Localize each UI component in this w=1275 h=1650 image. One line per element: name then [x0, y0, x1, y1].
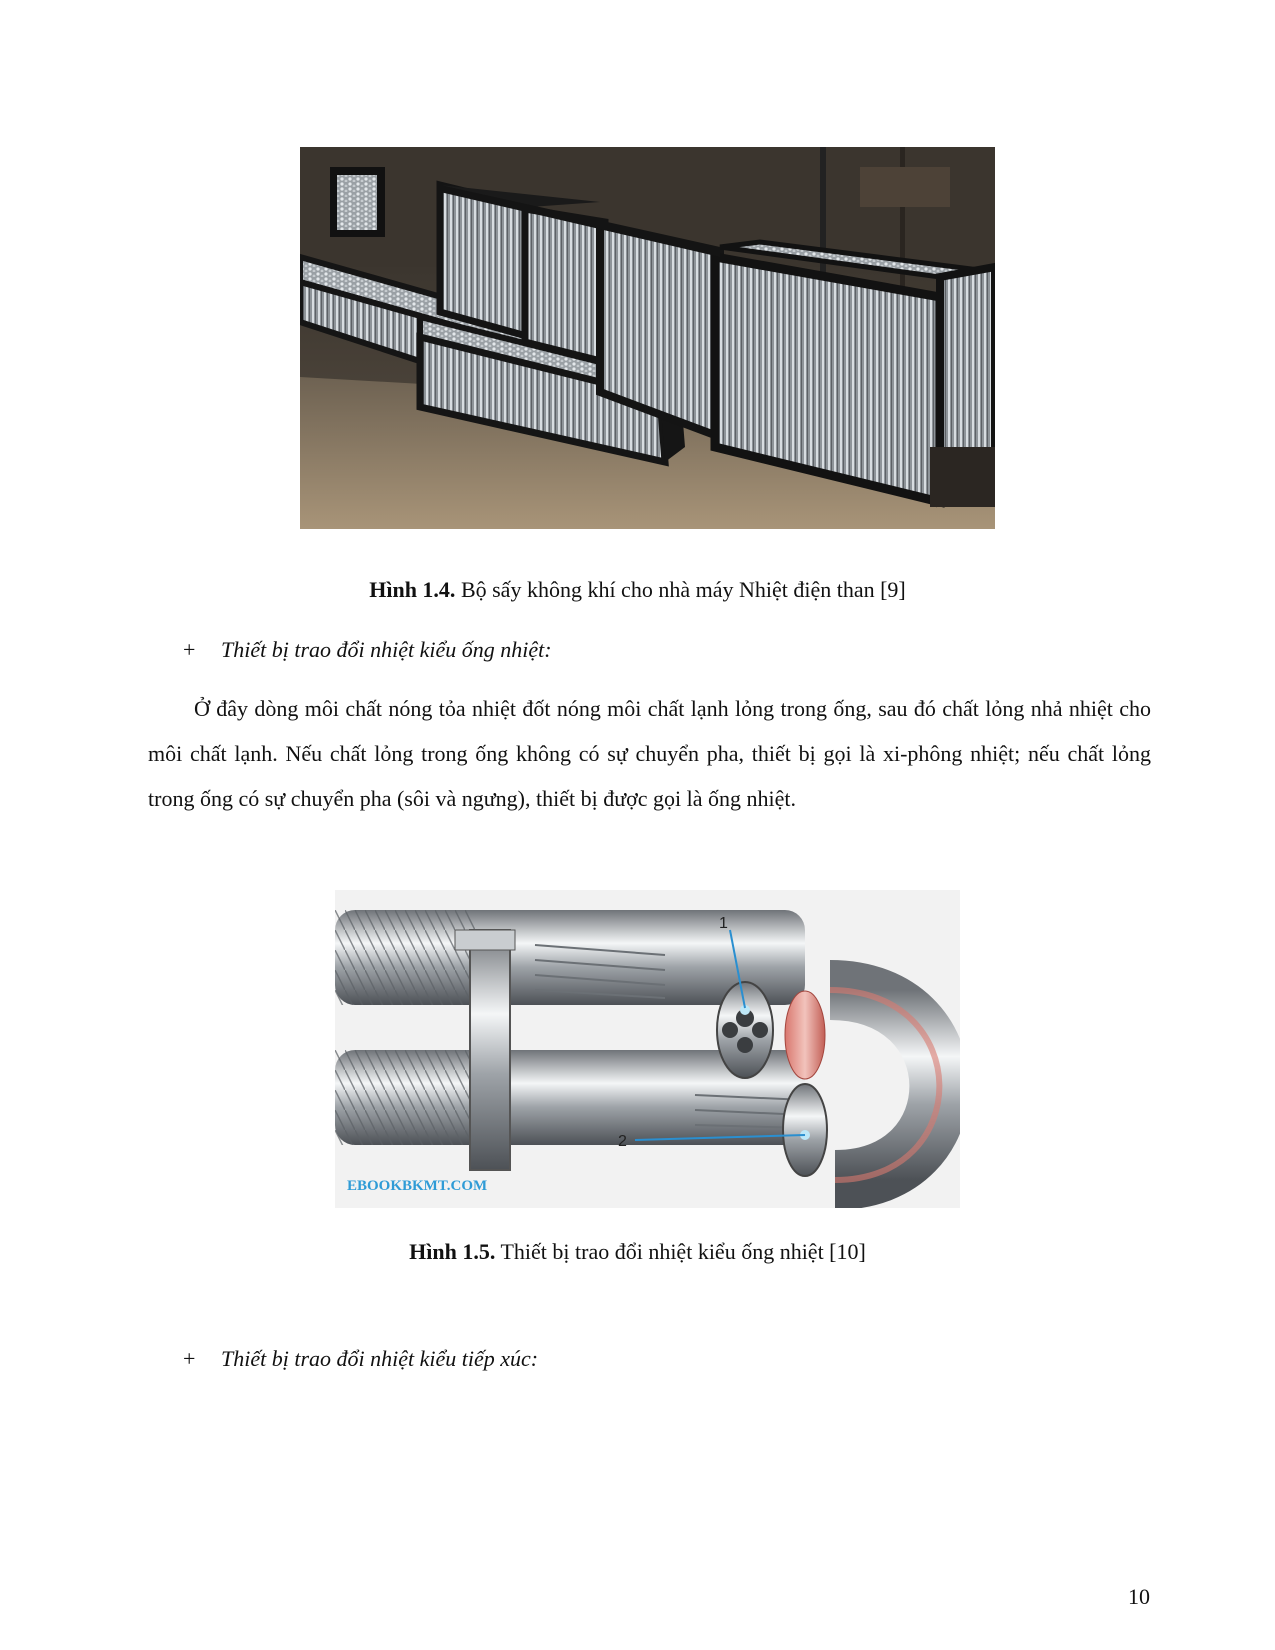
- watermark-text: EBOOKBKMT.COM: [347, 1178, 488, 1194]
- callout-1: 1: [719, 915, 728, 932]
- figure-1-4-label: Hình 1.4.: [369, 577, 456, 602]
- figure-1-5-label: Hình 1.5.: [409, 1239, 496, 1264]
- body-paragraph: Ở đây dòng môi chất nóng tỏa nhiệt đốt nóng môi chất lạnh lỏng trong ống, sau đó chất lỏng nhả nhiệt cho môi chất lạnh. Nếu chất lỏng trong ống không có sự chuyển pha, thiết bị gọi là xi-phông nhiệt; nếu chất lỏng trong ống có sự chuyển pha (sôi và ngưng), thiết bị được gọi là ống nhiệt.: [148, 696, 1151, 811]
- figure-1-5-caption: [0, 1238, 1275, 1266]
- figure-1-4-text: Bộ sấy không khí cho nhà máy Nhiệt điện than [9]: [460, 577, 906, 602]
- callout-2: 2: [618, 1133, 627, 1150]
- bullet-contact: [183, 1345, 538, 1373]
- bullet-contact-text: Thiết bị trao đổi nhiệt kiểu tiếp xúc:: [221, 1346, 539, 1371]
- figure-1-5-text: Thiết bị trao đổi nhiệt kiểu ống nhiệt [10]: [500, 1239, 866, 1264]
- heat-pipe-exchanger-illustration: [335, 890, 960, 1208]
- bullet-marker: +: [183, 637, 196, 662]
- bullet-heat-pipe: [183, 636, 552, 664]
- bullet-heat-pipe-text: Thiết bị trao đổi nhiệt kiểu ống nhiệt:: [221, 637, 552, 662]
- figure-1-4-caption: [0, 576, 1275, 604]
- page-number: 10: [1128, 1584, 1150, 1609]
- bullet-marker: +: [183, 1346, 196, 1371]
- air-heater-photo: [300, 147, 995, 529]
